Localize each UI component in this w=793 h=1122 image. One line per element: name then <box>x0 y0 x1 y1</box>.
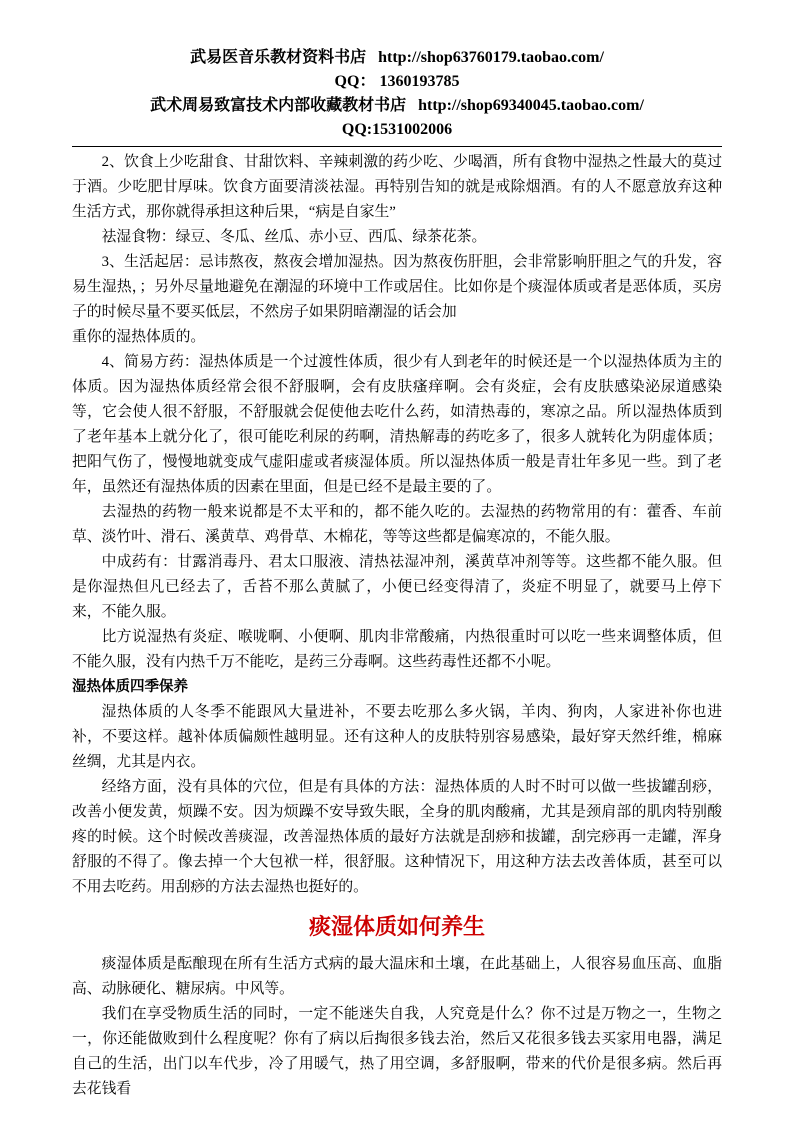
store2-name: 武术周易致富技术内部收藏教材书店 <box>150 97 407 114</box>
store1-url: http://shop63760179.taobao.com/ <box>378 49 604 66</box>
paragraph-damp-heat-herbs: 去湿热的药物一般来说都是不太平和的，都不能久吃的。去湿热的药物常用的有：藿香、车前草、淡竹叶、滑石、溪黄草、鸡骨草、木棉花，等等这些都是偏寒凉的，不能久服。 <box>72 504 722 545</box>
paragraph-daily-life: 3、生活起居：忌讳熬夜，熬夜会增加湿热。因为熬夜伤肝胆，会非常影响肝胆之气的升发，容易生湿热，；另外尽量地避免在潮湿的环境中工作或居住。比如你是个痰湿体质或者是恶体质，买房子的时候尽量不要买低层，不然房子如果阴暗潮湿的话会加 <box>72 254 722 320</box>
paragraph-phlegm-damp-intro: 痰湿体质是酝酿现在所有生活方式病的最大温床和土壤，在此基础上，人很容易血压高、血脂高、动脉硬化、糖尿病。中风等。 <box>72 956 722 997</box>
store2-line <box>72 94 722 118</box>
store1-line <box>72 46 722 70</box>
paragraph-daily-life-continued: 重你的湿热体质的。 <box>72 329 206 345</box>
qq1-line: QQ： 1360193785 <box>334 73 460 90</box>
paragraph-medication-caution: 比方说湿热有炎症、喉咙啊、小便啊、肌肉非常酸痛，内热很重时可以吃一些来调整体质，但不能久服，没有内热千万不能吃，是药三分毒啊。这些药毒性还都不小呢。 <box>72 629 722 670</box>
paragraph-meridian-method: 经络方面，没有具体的穴位，但是有具体的方法：湿热体质的人时不时可以做一些拔罐刮痧，改善小便发黄，烦躁不安。因为烦躁不安导致失眠，全身的肌肉酸痛，尤其是颈肩部的肌肉特别酸疼的时候。这个时候改善痰湿，改善湿热体质的最好方法就是刮痧和拔罐，刮完痧再一走罐，浑身舒服的不得了。像去掉一个大包袱一样，很舒服。这种情况下，用这种方法去改善体质，甚至可以不用去吃药。用刮痧的方法去湿热也挺好的。 <box>72 779 722 895</box>
paragraph-diet-advice: 2、饮食上少吃甜食、甘甜饮料、辛辣刺激的药少吃、少喝酒，所有食物中湿热之性最大的莫过于酒。少吃肥甘厚味。饮食方面要清淡祛湿。再特别告知的就是戒除烟酒。有的人不愿意放弃这种生活方式，那你就得承担这种后果，“病是自家生” <box>72 154 722 220</box>
paragraph-damp-removing-foods: 祛湿食物：绿豆、冬瓜、丝瓜、赤小豆、西瓜、绿茶花茶。 <box>101 229 487 245</box>
store1-name: 武易医音乐教材资料书店 <box>190 49 367 66</box>
qq2-line: QQ:1531002006 <box>341 121 453 138</box>
paragraph-patent-medicines: 中成药有：甘露消毒丹、君太口服液、清热祛湿冲剂，溪黄草冲剂等等。这些都不能久服。但是你湿热但凡已经去了，舌苔不那么黄腻了，小便已经变得清了，炎症不明显了，就要马上停下来，不能久服。 <box>72 554 722 620</box>
page-title-phlegm-damp: 痰湿体质如何养生 <box>308 914 485 939</box>
paragraph-winter-tonic: 湿热体质的人冬季不能跟风大量进补，不要去吃那么多火锅，羊肉、狗肉，人家进补你也进补，不要这样。越补体质偏颇性越明显。还有这种人的皮肤特别容易感染，最好穿天然纤维，棉麻丝绸，尤其是内衣。 <box>72 704 722 770</box>
header-divider <box>72 146 722 147</box>
paragraph-simple-remedies: 4、简易方药：湿热体质是一个过渡性体质，很少有人到老年的时候还是一个以湿热体质为主的体质。因为湿热体质经常会很不舒服啊，会有皮肤瘙痒啊。会有炎症，会有皮肤感染泌尿道感染等，它会使人很不舒服，不舒服就会促使他去吃什么药，如清热毒的，寒凉之品。所以湿热体质到了老年基本上就分化了，很可能吃利尿的药啊，清热解毒的药吃多了，很多人就转化为阴虚体质；把阳气伤了，慢慢地就变成气虚阳虚或者痰湿体质。所以湿热体质一般是青壮年多见一些。到了老年，虽然还有湿热体质的因素在里面，但是已经不是最主要的了。 <box>72 354 722 495</box>
paragraph-material-life: 我们在享受物质生活的同时，一定不能迷失自我，人究竟是什么？你不过是万物之一，生物之一，你还能做败到什么程度呢？你有了病以后掏很多钱去治，然后又花很多钱去买家用电器，满足自己的生活，出门以车代步，冷了用暖气，热了用空调，多舒服啊，带来的代价是很多病。然后再去花钱看 <box>72 1006 722 1097</box>
document-header <box>72 46 722 142</box>
section-heading-four-seasons: 湿热体质四季保养 <box>72 679 188 695</box>
document-body <box>72 150 722 1102</box>
store2-url: http://shop69340045.taobao.com/ <box>418 97 644 114</box>
